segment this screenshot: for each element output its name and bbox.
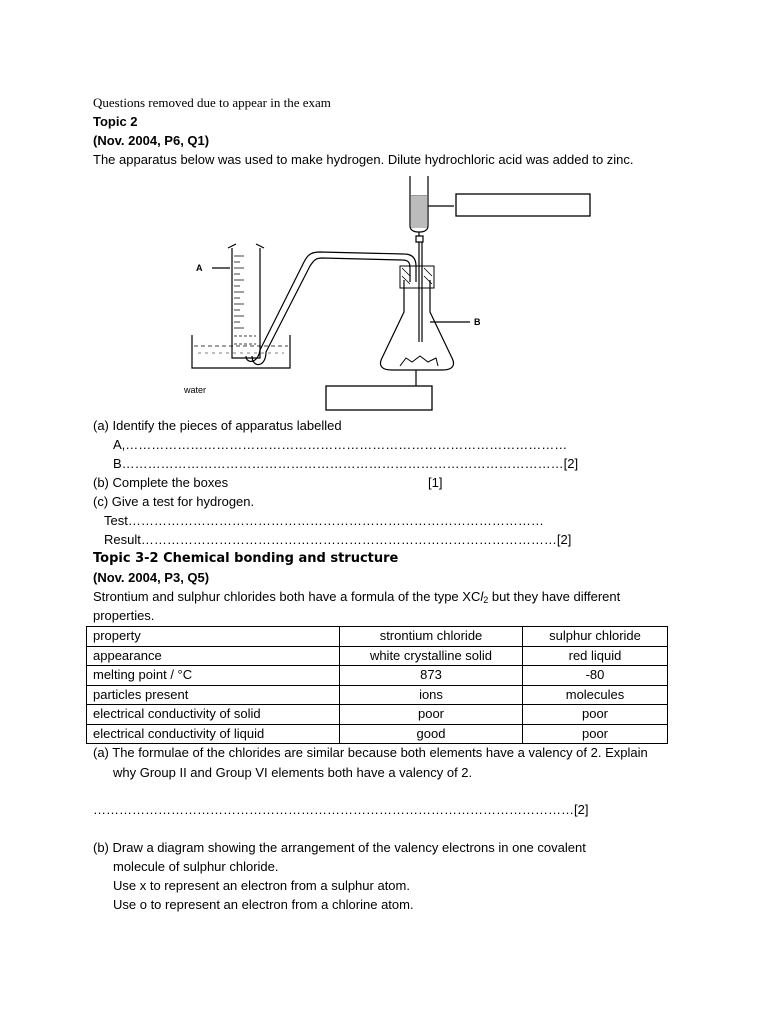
table-cell: ions [340, 685, 523, 705]
topic32-qb-line3: Use x to represent an electron from a sulphur atom. [113, 878, 410, 893]
topic32-intro-a: Strontium and sulphur chlorides both have a formula of the type XC [93, 589, 481, 604]
table-cell: white crystalline solid [340, 646, 523, 666]
table-header-cell: sulphur chloride [523, 627, 668, 647]
topic2-qa-b: B…………………………………………………………………………………………[2] [113, 456, 579, 471]
table-cell: electrical conductivity of solid [87, 705, 340, 725]
properties-table [86, 626, 668, 744]
table-cell: molecules [523, 685, 668, 705]
label-box-bottom [326, 386, 432, 410]
topic2-qb: (b) Complete the boxes [93, 475, 229, 490]
table-header-cell: property [87, 627, 340, 647]
table-cell: melting point / °C [87, 666, 340, 686]
topic2-qc-result: Result……………………………………………………………………………………[2] [104, 532, 572, 547]
diagram-label-b: B [474, 317, 481, 327]
table-row [87, 705, 668, 725]
table-cell: electrical conductivity of liquid [87, 724, 340, 744]
topic2-qc-test: Test…………………………………………………………………………………… [104, 513, 544, 528]
diagram-label-a: A [196, 263, 203, 273]
zinc-granules [400, 356, 438, 366]
topic32-qb-line2: molecule of sulphur chloride. [113, 859, 279, 874]
topic2-qa: (a) Identify the pieces of apparatus labelled [93, 418, 342, 433]
diagram-label-water: water [184, 385, 207, 395]
table-cell: particles present [87, 685, 340, 705]
topic2-qc: (c) Give a test for hydrogen. [93, 494, 255, 509]
topic32-qb-line1: (b) Draw a diagram showing the arrangement of the valency electrons in one covalent [93, 840, 586, 855]
topic32-qa-line1: (a) The formulae of the chlorides are similar because both elements have a valency of 2. Explain [93, 745, 648, 760]
table-cell: poor [523, 705, 668, 725]
topic32-qb-line4: Use o to represent an electron from a chlorine atom. [113, 897, 414, 912]
table-row [87, 685, 668, 705]
conical-flask [380, 280, 453, 370]
table-row [87, 666, 668, 686]
topic32-qa-answer-line: …………………………………………………………………………………………………[2] [93, 802, 589, 817]
topic2-ref: (Nov. 2004, P6, Q1) [93, 133, 210, 148]
table-cell: poor [523, 724, 668, 744]
table-cell: poor [340, 705, 523, 725]
water-trough [192, 335, 290, 368]
topic2-qb-mark: [1] [428, 475, 443, 490]
table-row [87, 646, 668, 666]
table-row [87, 724, 668, 744]
table-cell: appearance [87, 646, 340, 666]
topic32-title: Topic 3-2 Chemical bonding and structure [93, 551, 399, 566]
formula-subscript: 2 [483, 595, 489, 605]
topic32-qa-line2: why Group II and Group VI elements both have a valency of 2. [113, 765, 473, 780]
table-header-row [87, 627, 668, 647]
topic2-qa-a: A,………………………………………………………………………………………… [113, 437, 568, 452]
formula-l: l [480, 589, 484, 604]
hydrogen-apparatus-diagram [180, 172, 600, 412]
table-cell: red liquid [523, 646, 668, 666]
topic32-intro-line1 [93, 589, 620, 608]
topic2-title: Topic 2 [93, 114, 138, 129]
table-cell: good [340, 724, 523, 744]
delivery-tube [246, 252, 416, 361]
flask-stopper [400, 266, 434, 288]
header-note: Questions removed due to appear in the exam [93, 95, 331, 110]
table-header-cell: strontium chloride [340, 627, 523, 647]
measuring-cylinder [232, 248, 260, 358]
topic32-intro-line2: properties. [93, 608, 155, 623]
topic32-intro-b: but they have different [488, 589, 621, 604]
label-box-top [456, 194, 590, 216]
table-cell: 873 [340, 666, 523, 686]
topic2-intro: The apparatus below was used to make hydrogen. Dilute hydrochloric acid was added to zinc. [93, 152, 634, 167]
topic32-ref: (Nov. 2004, P3, Q5) [93, 570, 210, 585]
table-cell: -80 [523, 666, 668, 686]
